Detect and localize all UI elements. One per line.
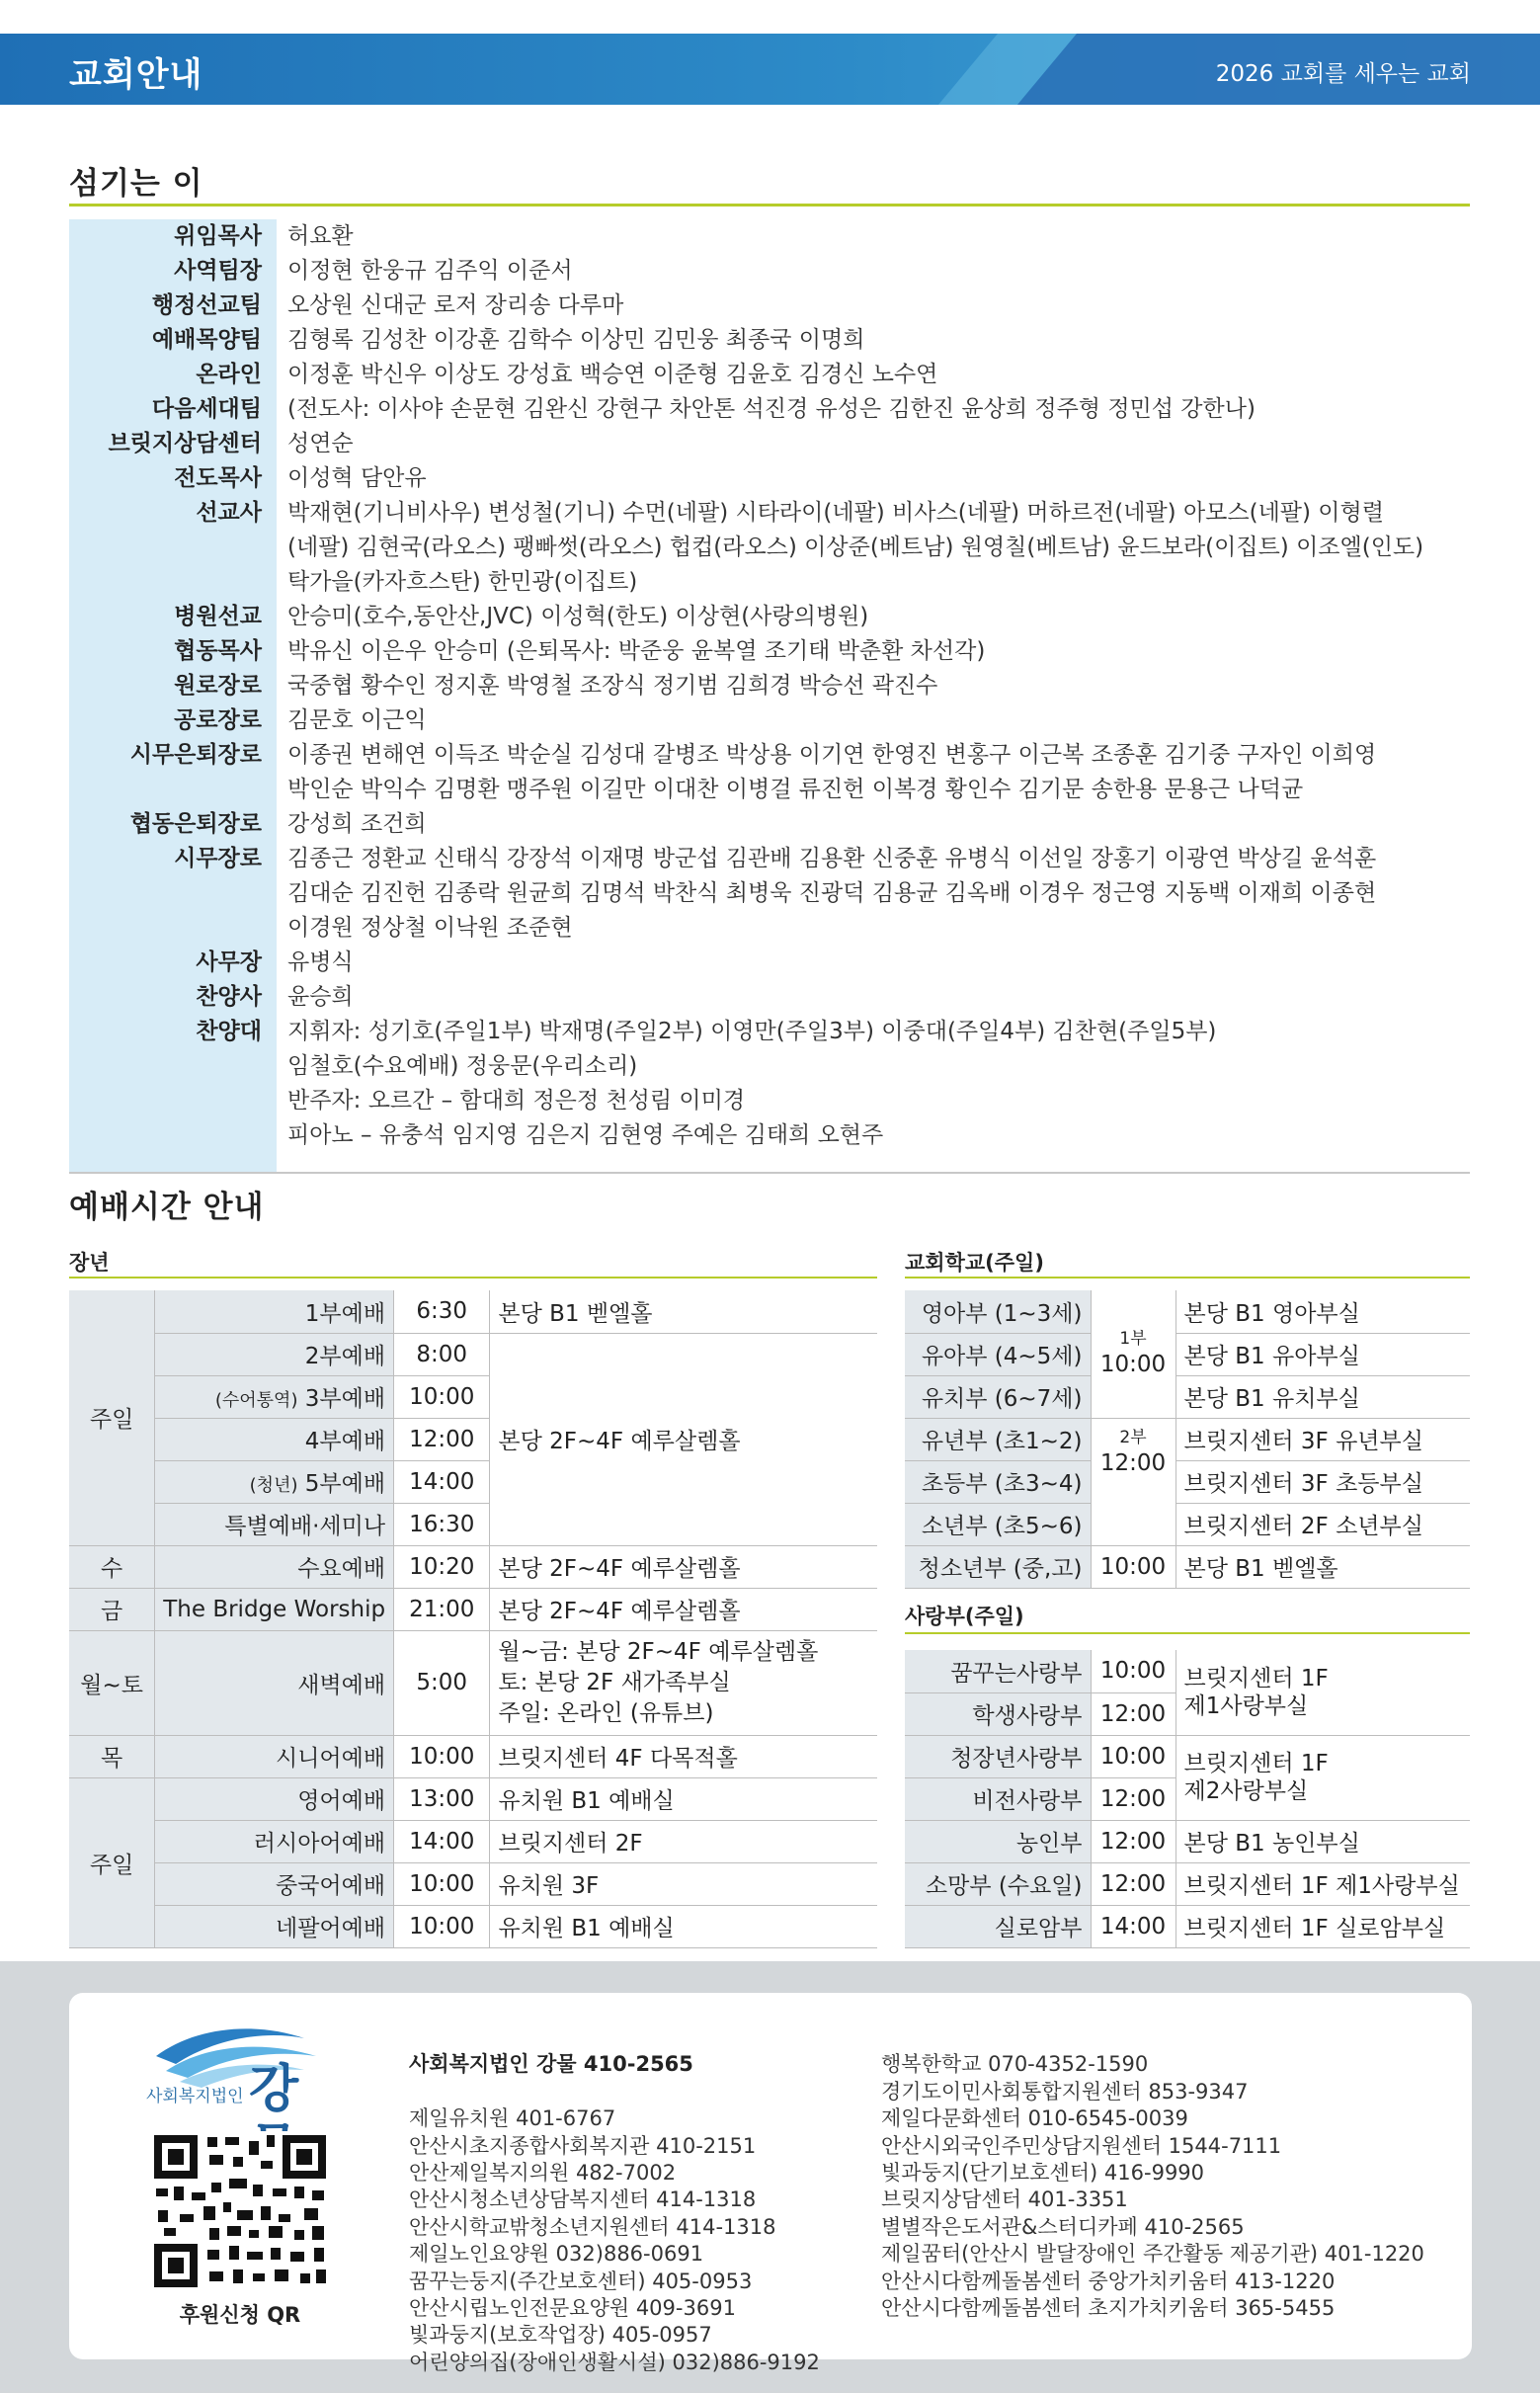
dept-time: 12:00 <box>1091 1820 1175 1862</box>
service-note: (청년) <box>249 1475 298 1496</box>
staff-row <box>69 289 1470 323</box>
staff-row <box>69 634 1470 669</box>
dept-place: 본당 B1 유치부실 <box>1175 1375 1470 1418</box>
staff-names: 이종권 변해연 이득조 박순실 김성대 갈병조 박상용 이기연 한영진 변홍구 이근복 조종훈 김기중 구자인 이희영 박인순 박익수 김명환 맹주원 이길만 이대찬 이병걸 류진헌 이복경 황인수 김기문 송한용 문용근 나덕균 <box>287 742 1377 802</box>
service-name: The Bridge Worship <box>155 1588 394 1630</box>
donation-qr-code[interactable] <box>150 2131 330 2291</box>
service-time: 14:00 <box>394 1820 490 1862</box>
staff-row <box>69 703 1470 738</box>
service-name: 2부예배 <box>155 1333 394 1375</box>
service-time: 10:00 <box>394 1735 490 1777</box>
dept-name: 영아부 (1~3세) <box>905 1290 1091 1333</box>
sunday-group-label: 주일 <box>69 1290 155 1545</box>
staff-row <box>69 1015 1470 1153</box>
second-session-time: 2부 12:00 <box>1091 1418 1175 1545</box>
staff-role-label: 병원선교 <box>174 604 262 629</box>
staff-names: 이정현 한웅규 김주익 이준서 <box>287 258 573 284</box>
table-row <box>905 1905 1470 1947</box>
dept-name: 실로암부 <box>905 1905 1091 1947</box>
service-place: 브릿지센터 2F <box>490 1820 877 1862</box>
dept-time: 12:00 <box>1091 1862 1175 1905</box>
staff-names: 오상원 신대군 로저 장리송 다루마 <box>287 292 624 318</box>
staff-names: 박재현(기니비사우) 변성철(기니) 수먼(네팔) 시타라이(네팔) 비사스(네팔) 머하르전(네팔) 아모스(네팔) 이형렬 (네팔) 김현국(라오스) 팽빠썻(라오스) 헙컵(라오스) 이상준(베트남) 원영칠(베트남) 윤드보라(이집트) 이조엘(인도) 탁가을(카자흐스탄) 한민광(이집트) <box>287 500 1424 595</box>
staff-list <box>69 219 1470 1153</box>
staff-role-label: 사무장 <box>196 949 262 975</box>
staff-role-label: 찬양대 <box>196 1019 262 1044</box>
service-time: 14:00 <box>394 1460 490 1503</box>
school-heading: 교회학교(주일) <box>905 1251 1044 1275</box>
staff-row <box>69 738 1470 807</box>
staff-row <box>69 427 1470 461</box>
staff-names: 성연순 <box>287 431 354 456</box>
staff-role-label: 브릿지상담센터 <box>108 431 262 456</box>
staff-row <box>69 669 1470 703</box>
day-label: 금 <box>69 1588 155 1630</box>
first-session-time: 1부 10:00 <box>1091 1290 1175 1418</box>
dept-place: 본당 B1 벧엘홀 <box>1175 1545 1470 1588</box>
service-place: 본당 2F~4F 예루살렘홀 <box>490 1333 877 1545</box>
table-row <box>69 1905 877 1947</box>
service-time: 8:00 <box>394 1333 490 1375</box>
contacts-column-2 <box>881 2024 1424 2350</box>
service-place: 유치원 B1 예배실 <box>490 1905 877 1947</box>
staff-names: 강성희 조건희 <box>287 811 427 837</box>
table-row <box>905 1503 1470 1545</box>
page-subtitle: 2026 교회를 세우는 교회 <box>1215 61 1471 87</box>
table-row <box>69 1333 877 1375</box>
service-time: 16:30 <box>394 1503 490 1545</box>
staff-role-label: 시무장로 <box>174 846 262 871</box>
worship-heading: 예배시간 안내 <box>69 1190 265 1225</box>
service-name: 네팔어예배 <box>155 1905 394 1947</box>
staff-row <box>69 600 1470 634</box>
service-name: 수요예배 <box>155 1545 394 1588</box>
staff-names: 지휘자: 성기호(주일1부) 박재명(주일2부) 이영만(주일3부) 이중대(주일4부) 김찬현(주일5부) 임철호(수요예배) 정웅문(우리소리) 반주자: 오르간 – 함대희 정은정 천성림 이미경 피아노 – 유충석 임지영 김은지 김현영 주예은 김태희 오현주 <box>287 1019 1217 1148</box>
staff-heading: 섬기는 이 <box>69 166 203 202</box>
service-time: 21:00 <box>394 1588 490 1630</box>
staff-role-label: 행정선교팀 <box>151 292 262 318</box>
table-row <box>905 1418 1470 1460</box>
service-name: 특별예배·세미나 <box>155 1503 394 1545</box>
dept-name: 청장년사랑부 <box>905 1735 1091 1777</box>
dept-place: 본당 B1 농인부실 <box>1175 1820 1470 1862</box>
dept-time: 10:00 <box>1091 1735 1175 1777</box>
header-bar <box>0 34 1540 105</box>
dept-place: 브릿지센터 1F 제1사랑부실 <box>1175 1650 1470 1735</box>
dept-time: 10:00 <box>1091 1650 1175 1692</box>
dept-place: 본당 B1 영아부실 <box>1175 1290 1470 1333</box>
dept-name: 소망부 (수요일) <box>905 1862 1091 1905</box>
day-label: 목 <box>69 1735 155 1777</box>
contacts-list: 제일유치원 401-6767 안산시초지종합사회복지관 410-2151 안산제일복지의원 482-7002 안산시청소년상담복지센터 414-1318 안산시학교밖청소년지원센터 414-1318 제일노인요양원 032)886-0691 꿈꾸는둥지(주간보호센터) 405-0953 안산시립노인전문요양원 409-3691 빛과둥지(보호작업장) 405-0957 어린양의집(장애인생활시설) 032)886-9192 <box>409 2106 820 2374</box>
staff-names: 이성혁 담안유 <box>287 465 427 491</box>
staff-heading-rule <box>69 204 1470 206</box>
staff-role-label: 공로장로 <box>174 707 262 733</box>
table-row <box>69 1630 877 1735</box>
service-time: 6:30 <box>394 1290 490 1333</box>
staff-role-label: 선교사 <box>196 500 262 526</box>
table-row <box>69 1777 877 1820</box>
table-row <box>69 1862 877 1905</box>
staff-role-label: 원로장로 <box>174 673 262 699</box>
table-row <box>69 1820 877 1862</box>
table-row <box>905 1290 1470 1333</box>
day-label: 월~토 <box>69 1630 155 1735</box>
staff-role-label: 온라인 <box>196 362 262 387</box>
staff-row <box>69 392 1470 427</box>
table-row <box>905 1333 1470 1375</box>
staff-row <box>69 946 1470 980</box>
service-name: (수어통역) 3부예배 <box>155 1375 394 1418</box>
staff-names: 국중협 황수인 정지훈 박영철 조장식 정기범 김희경 박승선 곽진수 <box>287 673 938 699</box>
dept-place: 본당 B1 유아부실 <box>1175 1333 1470 1375</box>
service-time: 13:00 <box>394 1777 490 1820</box>
service-name: 1부예배 <box>155 1290 394 1333</box>
staff-row <box>69 254 1470 289</box>
staff-names: (전도사: 이사야 손문현 김완신 강현구 차안톤 석진경 유성은 김한진 윤상희 정주형 정민섭 강한나) <box>287 396 1256 422</box>
staff-names: 김문호 이근익 <box>287 707 427 733</box>
staff-names: 김종근 정환교 신태식 강장석 이재명 방군섭 김관배 김용환 신중훈 유병식 이선일 장홍기 이광연 박상길 윤석훈 김대순 김진헌 김종락 원균희 김명석 박찬식 최병욱 진광덕 김용균 김옥배 이경우 정근영 지동백 이재희 이종현 이경원 정상철 이낙원 조준현 <box>287 846 1377 941</box>
staff-row <box>69 980 1470 1015</box>
table-row <box>905 1375 1470 1418</box>
dept-time: 12:00 <box>1091 1692 1175 1735</box>
dept-name: 청소년부 (중,고) <box>905 1545 1091 1588</box>
service-time: 12:00 <box>394 1418 490 1460</box>
footer <box>0 1961 1540 2393</box>
love-heading-rule <box>905 1632 1470 1634</box>
staff-names: 허요환 <box>287 223 354 249</box>
sunday-group-label: 주일 <box>69 1777 155 1947</box>
staff-role-label: 협동은퇴장로 <box>129 811 262 837</box>
service-name: 4부예배 <box>155 1418 394 1460</box>
dept-name: 농인부 <box>905 1820 1091 1862</box>
table-row <box>905 1735 1470 1777</box>
table-row <box>905 1820 1470 1862</box>
staff-role-label: 예배목양팀 <box>151 327 262 353</box>
dept-name: 학생사랑부 <box>905 1692 1091 1735</box>
dept-place: 브릿지센터 3F 유년부실 <box>1175 1418 1470 1460</box>
dept-time: 10:00 <box>1091 1545 1175 1588</box>
table-row <box>905 1460 1470 1503</box>
service-time: 10:20 <box>394 1545 490 1588</box>
service-place: 본당 B1 벧엘홀 <box>490 1290 877 1333</box>
contacts-list: 행복한학교 070-4352-1590 경기도이민사회통합지원센터 853-9347 제일다문화센터 010-6545-0039 안산시외국인주민상담지원센터 1544-7111 빛과둥지(단기보호센터) 416-9990 브릿지상담센터 401-3351 별별작은도서관&스터디카페 410-2565 제일꿈터(안산시 발달장애인 주간활동 제공기관) 401-1220 안산시다함께돌봄센터 중앙가치키움터 413-1220 안산시다함께돌봄센터 초지가치키움터 365-5455 <box>881 2052 1424 2321</box>
staff-role-label: 위임목사 <box>174 223 262 249</box>
table-row <box>69 1545 877 1588</box>
dept-place: 브릿지센터 3F 초등부실 <box>1175 1460 1470 1503</box>
dept-name: 소년부 (초5~6) <box>905 1503 1091 1545</box>
service-name: 러시아어예배 <box>155 1820 394 1862</box>
staff-names: 윤승희 <box>287 984 354 1010</box>
dept-name: 유년부 (초1~2) <box>905 1418 1091 1460</box>
service-place: 브릿지센터 4F 다목적홀 <box>490 1735 877 1777</box>
adult-heading-rule <box>69 1277 877 1279</box>
staff-names: 박유신 이은우 안승미 (은퇴목사: 박준웅 윤복열 조기태 박춘환 차선각) <box>287 638 986 664</box>
dept-name: 유아부 (4~5세) <box>905 1333 1091 1375</box>
service-name: 시니어예배 <box>155 1735 394 1777</box>
contacts-column-1 <box>409 2024 820 2393</box>
school-heading-rule <box>905 1277 1470 1279</box>
staff-role-label: 협동목사 <box>174 638 262 664</box>
qr-label: 후원신청 QR <box>179 2303 301 2327</box>
table-row <box>69 1588 877 1630</box>
staff-row <box>69 358 1470 392</box>
staff-row <box>69 496 1470 600</box>
dept-time: 14:00 <box>1091 1905 1175 1947</box>
staff-role-label: 사역팀장 <box>174 258 262 284</box>
logo-big-text: 강 <box>249 2060 299 2119</box>
staff-role-label: 다음세대팀 <box>151 396 262 422</box>
staff-names: 이정훈 박신우 이상도 강성효 백승연 이준형 김윤호 김경신 노수연 <box>287 362 938 387</box>
service-time: 10:00 <box>394 1905 490 1947</box>
service-place: 본당 2F~4F 예루살렘홀 <box>490 1588 877 1630</box>
dept-place: 브릿지센터 2F 소년부실 <box>1175 1503 1470 1545</box>
table-row <box>69 1735 877 1777</box>
day-label: 수 <box>69 1545 155 1588</box>
staff-role-label: 시무은퇴장로 <box>129 742 262 768</box>
dept-name: 초등부 (초3~4) <box>905 1460 1091 1503</box>
service-name: 중국어예배 <box>155 1862 394 1905</box>
staff-row <box>69 807 1470 842</box>
dept-name: 꿈꾸는사랑부 <box>905 1650 1091 1692</box>
staff-role-label: 전도목사 <box>174 465 262 491</box>
staff-row <box>69 842 1470 946</box>
staff-bottom-rule <box>69 1172 1470 1174</box>
table-row <box>905 1650 1470 1692</box>
dept-place: 브릿지센터 1F 제2사랑부실 <box>1175 1735 1470 1820</box>
adult-schedule-table <box>69 1290 877 1948</box>
service-name: 새벽예배 <box>155 1630 394 1735</box>
staff-names: 유병식 <box>287 949 354 975</box>
staff-role-label: 찬양사 <box>196 984 262 1010</box>
service-time: 10:00 <box>394 1862 490 1905</box>
staff-row <box>69 461 1470 496</box>
dept-time: 12:00 <box>1091 1777 1175 1820</box>
table-row <box>69 1290 877 1333</box>
service-note: (수어통역) <box>214 1390 298 1411</box>
dept-name: 비전사랑부 <box>905 1777 1091 1820</box>
adult-heading: 장년 <box>69 1251 110 1275</box>
love-heading: 사랑부(주일) <box>905 1605 1024 1628</box>
school-schedule-table <box>905 1290 1470 1589</box>
contacts-heading: 사회복지법인 강물 410-2565 <box>409 2052 693 2077</box>
service-name: 영어예배 <box>155 1777 394 1820</box>
service-time: 10:00 <box>394 1375 490 1418</box>
dept-name: 유치부 (6~7세) <box>905 1375 1091 1418</box>
footer-card <box>69 1993 1472 2374</box>
logo-small-text: 사회복지법인 <box>146 2087 244 2106</box>
table-row <box>905 1545 1470 1588</box>
gangmul-logo <box>146 2017 340 2125</box>
service-name: (청년) 5부예배 <box>155 1460 394 1503</box>
service-place: 본당 2F~4F 예루살렘홀 <box>490 1545 877 1588</box>
dept-place: 브릿지센터 1F 실로암부실 <box>1175 1905 1470 1947</box>
service-place: 월~금: 본당 2F~4F 예루살렘홀 토: 본당 2F 새가족부실 주일: 온라인 (유튜브) <box>490 1630 877 1735</box>
staff-row <box>69 323 1470 358</box>
staff-names: 김형록 김성찬 이강훈 김학수 이상민 김민웅 최종국 이명희 <box>287 327 865 353</box>
staff-names: 안승미(호수,동안산,JVC) 이성혁(한도) 이상현(사랑의병원) <box>287 604 869 629</box>
service-time: 5:00 <box>394 1630 490 1735</box>
service-place: 유치원 3F <box>490 1862 877 1905</box>
table-row <box>905 1862 1470 1905</box>
staff-row <box>69 219 1470 254</box>
service-place: 유치원 B1 예배실 <box>490 1777 877 1820</box>
love-schedule-table <box>905 1650 1470 1948</box>
page-title: 교회안내 <box>69 55 203 95</box>
dept-place: 브릿지센터 1F 제1사랑부실 <box>1175 1862 1470 1905</box>
